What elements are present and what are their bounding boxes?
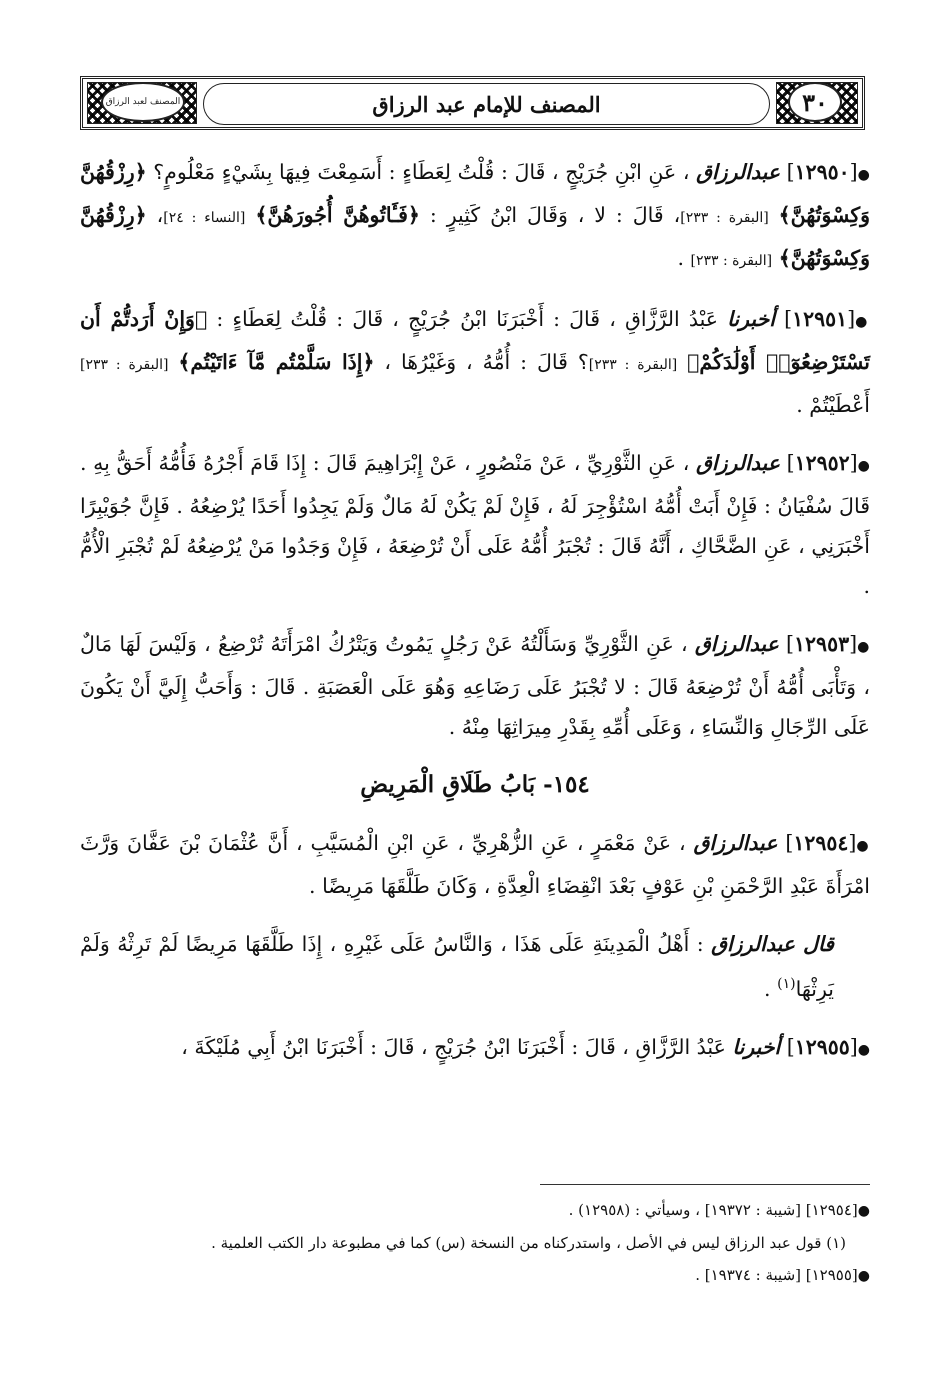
emblem-text: المصنف لعبد الرزاق <box>105 97 181 107</box>
hadith-number: ١٢٩٥٠ <box>794 160 850 184</box>
hadith-text: ، <box>156 203 164 227</box>
bullet-icon: ● <box>855 314 870 330</box>
hadith-text: . <box>677 246 684 270</box>
bullet-icon: ● <box>857 1268 870 1284</box>
narrator-name: عبدالرزاق <box>694 632 779 656</box>
narrator-name: عبدالرزاق <box>693 831 778 855</box>
comment-end: . <box>764 976 771 1001</box>
quran-quote: ﴿رِزْقُهُنَّ وَكِسْوَتُهُنَّ﴾ <box>80 203 870 270</box>
verse-reference: [البقرة : ٢٣٣] <box>680 210 769 226</box>
hadith-text: ؟ قَالَ : أُمُّهُ ، وَغَيْرُهَا ، <box>384 350 589 374</box>
narrator-name: عبدالرزاق <box>696 451 780 475</box>
footnote-source-12955 <box>80 1259 870 1292</box>
hadith-number: ١٢٩٥٥ <box>794 1034 850 1059</box>
author-comment <box>80 924 834 1009</box>
hadith-text: عَبْدُ الرَّزَّاقِ ، قَالَ : أَخْبَرَنَا ابْنُ جُرَيْجٍ ، قَالَ : قُلْتُ لِعَطَاءٍ : <box>216 307 719 331</box>
hadith-entry-12951: ●[١٢٩٥١] أخبرنا عَبْدُ الرَّزَّاقِ ، قَالَ : أَخْبَرَنَا ابْنُ جُرَيْجٍ ، قَالَ : قُلْتُ لِعَطَاءٍ : ﴿وَإِنْ أَرَدتُّمْ أَن تَسْتَرْضِعُوٓا۟ أَوْلَٰدَكُمْ﴾ [البقرة : ٢٣٣]؟ قَالَ : أُمُّهُ ، وَغَيْرُهَا ، ﴿إِذَا سَلَّمْتُم مَّآ ءَاتَيْتُم﴾ [البقرة : ٢٣٣] أَعْطَيْتُمْ . <box>80 307 870 417</box>
hadith-entry-12953: ●[١٢٩٥٣] عبدالرزاق ، عَنِ الثَّوْرِيِّ وَسَأَلْتُهُ عَنْ رَجُلٍ يَمُوتُ وَيَتْرُكُ امْرَأَتَهُ تُرْضِعُ ، وَلَيْسَ لَهَا مَالٌ ، وَتَأْبَى أُمُّهُ أَنْ تُرْضِعَهُ قَالَ : لا تُجْبَرُ عَلَى رَضَاعِهِ وَهُوَ عَلَى الْعَصَبَةِ . قَالَ : وَأَحَبُّ إِلَيَّ أَنْ يَكُونَ عَلَى الرِّجَالِ وَالنِّسَاءِ ، وَعَلَى أُمِّهِ بِقَدْرِ مِيرَاثِهَا مِنْهُ . <box>80 632 870 739</box>
footnotes <box>80 1194 870 1292</box>
hadith-text: ، عَنِ الثَّوْرِيِّ وَسَأَلْتُهُ عَنْ رَجُلٍ يَمُوتُ وَيَتْرُكُ امْرَأَتَهُ تُرْضِعُ ، وَلَيْسَ لَهَا مَالٌ ، وَتَأْبَى أُمُّهُ أَنْ تُرْضِعَهُ قَالَ : لا تُجْبَرُ عَلَى رَضَاعِهِ وَهُوَ عَلَى الْعَصَبَةِ . قَالَ : وَأَحَبُّ إِلَيَّ أَنْ يَكُونَ عَلَى الرِّجَالِ وَالنِّسَاءِ ، وَعَلَى أُمِّهِ بِقَدْرِ مِيرَاثِهَا مِنْهُ . <box>80 632 870 739</box>
page-header <box>80 76 865 130</box>
bullet-icon: ● <box>857 1203 870 1219</box>
footnote-text: [١٢٩٥٥] [شيبة : ١٩٣٧٤] . <box>695 1266 858 1284</box>
page-number <box>788 82 842 122</box>
bullet-icon: ● <box>856 838 870 854</box>
hadith-number: ١٢٩٥٣ <box>794 632 850 656</box>
comment-text: : أَهْلُ الْمَدِينَةِ عَلَى هَذَا ، وَالنَّاسُ عَلَى غَيْرِهِ ، إِذَا طَلَّقَهَا مَرِيضًا لَمْ تَرِثْهُ وَلَمْ يَرِثْهَا <box>80 932 834 1001</box>
main-text <box>80 152 870 1088</box>
verse-reference: [البقرة : ٢٣٣] <box>690 253 773 269</box>
hadith-number: ١٢٩٥٤ <box>793 831 849 855</box>
quran-quote: ﴿إِذَا سَلَّمْتُم مَّآ ءَاتَيْتُم﴾ <box>178 350 375 374</box>
footnote-text: (١) قول عبد الرزاق ليس في الأصل ، واستدركناه من النسخة (س) كما في مطبوعة دار الكتب العلمية . <box>211 1234 846 1252</box>
hadith-text: ، عَنِ ابْنِ جُرَيْجٍ ، قَالَ : قُلْتُ لِعَطَاءٍ : أَسَمِعْتَ فِيهَا بِشَيْءٍ مَعْلُومٍ؟ <box>153 160 690 184</box>
footnote-marker[interactable]: (١) <box>777 976 796 992</box>
narrator-name: أخبرنا <box>732 1034 781 1059</box>
narrator-name: أخبرنا <box>727 307 775 331</box>
hadith-entry-12952: ●[١٢٩٥٢] عبدالرزاق ، عَنِ الثَّوْرِيِّ ، عَنْ مَنْصُورٍ ، عَنْ إِبْرَاهِيمَ قَالَ : إِذَا قَامَ أَجْرُهُ فَأُمُّهُ أَحَقُّ بِهِ . قَالَ سُفْيَانُ : فَإِنْ أَبَتْ أُمُّهُ اسْتُؤْجِرَ لَهُ ، فَإِنْ لَمْ يَكُنْ لَهُ مَالٌ وَلَمْ يَجِدُوا أَحَدًا يُرْضِعُهُ . فَإِنَّ جُوَيْبِرًا أَخْبَرَنِي ، عَنِ الضَّحَّاكِ ، أَنَّهُ قَالَ : تُجْبَرُ أُمُّهُ عَلَى أَنْ تُرْضِعَهُ ، فَإِنْ وَجَدُوا مَنْ يُرْضِعُهُ لَمْ تُجْبَرِ الْأُمُّ . <box>80 451 870 598</box>
footnote-source-12954 <box>80 1194 870 1227</box>
hadith-number: ١٢٩٥٢ <box>794 451 850 475</box>
hadith-text: ، قَالَ : لا ، وَقَالَ ابْنُ كَثِيرٍ : <box>429 203 681 227</box>
chapter-heading: ١٥٤- بَابُ طَلَاقِ الْمَرِيضِ <box>360 771 590 798</box>
narrator-name: عبدالرزاق <box>696 160 780 184</box>
quran-quote: ﴿فَـَٔاتُوهُنَّ أُجُورَهُنَّ﴾ <box>255 203 420 227</box>
quran-quote: ﴿رِزْقُهُنَّ وَكِسْوَتُهُنَّ﴾ <box>80 160 870 227</box>
hadith-number: ١٢٩٥١ <box>792 307 848 331</box>
hadith-text: ، عَنْ مَعْمَرٍ ، عَنِ الزُّهْرِيِّ ، عَنِ ابْنِ الْمُسَيَّبِ ، أَنَّ عُثْمَانَ بْنَ عَفَّانَ وَرَّثَ امْرَأَةَ عَبْدِ الرَّحْمَنِ بْنِ عَوْفٍ بَعْدَ انْقِضَاءِ الْعِدَّةِ ، وَكَانَ طَلَّقَهَا مَرِيضًا . <box>80 831 870 898</box>
bullet-icon: ● <box>857 167 870 183</box>
bullet-icon: ● <box>857 639 870 655</box>
running-title <box>203 83 770 125</box>
book-emblem <box>101 82 185 122</box>
bullet-icon: ● <box>857 1041 870 1058</box>
author-label: قال عبدالرزاق <box>711 932 834 956</box>
page-number-text: ٣٠ <box>802 87 828 117</box>
hadith-entry-12950: ●[١٢٩٥٠] عبدالرزاق ، عَنِ ابْنِ جُرَيْجٍ ، قَالَ : قُلْتُ لِعَطَاءٍ : أَسَمِعْتَ فِيهَا بِشَيْءٍ مَعْلُومٍ؟ ﴿رِزْقُهُنَّ وَكِسْوَتُهُنَّ﴾ [البقرة : ٢٣٣]، قَالَ : لا ، وَقَالَ ابْنُ كَثِيرٍ : ﴿فَـَٔاتُوهُنَّ أُجُورَهُنَّ﴾ [النساء : ٢٤]، ﴿رِزْقُهُنَّ وَكِسْوَتُهُنَّ﴾ [البقرة : ٢٣٣] . <box>80 160 870 270</box>
hadith-entry-12955: ●[١٢٩٥٥] أخبرنا عَبْدُ الرَّزَّاقِ ، قَالَ : أَخْبَرَنَا ابْنُ جُرَيْجٍ ، قَالَ : أَخْبَرَنَا ابْنُ أَبِي مُلَيْكَةَ ، <box>181 1034 870 1059</box>
hadith-text: عَبْدُ الرَّزَّاقِ ، قَالَ : أَخْبَرَنَا ابْنُ جُرَيْجٍ ، قَالَ : أَخْبَرَنَا ابْنُ أَبِي مُلَيْكَةَ ، <box>181 1034 726 1059</box>
verse-reference: [البقرة : ٢٣٣] <box>588 357 678 373</box>
verse-reference: [البقرة : ٢٣٣] <box>80 357 169 373</box>
footnote-1 <box>80 1227 870 1259</box>
bullet-icon: ● <box>857 458 870 474</box>
verse-reference: [النساء : ٢٤] <box>163 210 246 226</box>
hadith-text: أَعْطَيْتُمْ . <box>796 393 870 417</box>
quran-quote: ﴿وَإِنْ أَرَدتُّمْ أَن تَسْتَرْضِعُوٓا۟ أَوْلَٰدَكُمْ﴾ <box>80 307 870 374</box>
hadith-entry-12954: ●[١٢٩٥٤] عبدالرزاق ، عَنْ مَعْمَرٍ ، عَنِ الزُّهْرِيِّ ، عَنِ ابْنِ الْمُسَيَّبِ ، أَنَّ عُثْمَانَ بْنَ عَفَّانَ وَرَّثَ امْرَأَةَ عَبْدِ الرَّحْمَنِ بْنِ عَوْفٍ بَعْدَ انْقِضَاءِ الْعِدَّةِ ، وَكَانَ طَلَّقَهَا مَرِيضًا . <box>80 831 870 898</box>
footnote-text: [١٢٩٥٤] [شيبة : ١٩٣٧٢] ، وسيأتي : (١٢٩٥٨) . <box>568 1201 858 1219</box>
hadith-text: ، عَنِ الثَّوْرِيِّ ، عَنْ مَنْصُورٍ ، عَنْ إِبْرَاهِيمَ قَالَ : إِذَا قَامَ أَجْرُهُ فَأُمُّهُ أَحَقُّ بِهِ . قَالَ سُفْيَانُ : فَإِنْ أَبَتْ أُمُّهُ اسْتُؤْجِرَ لَهُ ، فَإِنْ لَمْ يَكُنْ لَهُ مَالٌ وَلَمْ يَجِدُوا أَحَدًا يُرْضِعُهُ . فَإِنَّ جُوَيْبِرًا أَخْبَرَنِي ، عَنِ الضَّحَّاكِ ، أَنَّهُ قَالَ : تُجْبَرُ أُمُّهُ عَلَى أَنْ تُرْضِعَهُ ، فَإِنْ وَجَدُوا مَنْ يُرْضِعُهُ لَمْ تُجْبَرِ الْأُمُّ . <box>80 451 870 598</box>
book-title: المصنف للإمام عبد الرزاق <box>372 91 601 117</box>
footnote-divider <box>540 1184 870 1185</box>
